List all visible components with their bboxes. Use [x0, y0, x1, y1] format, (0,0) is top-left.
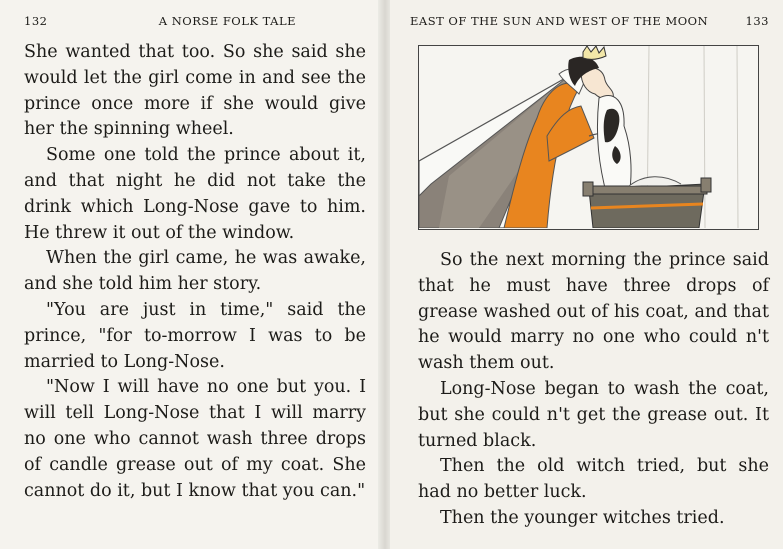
paragraph: "Now I will have no one but you. I will tell Long-Nose that I will marry no one who cannot wash three drops of candle grease out of my coat. She cannot do it, but I know that you can." — [24, 377, 366, 501]
paragraph: "You are just in time," said the prince, "for to-morrow I was to be married to Long-Nose. — [24, 299, 366, 372]
page-number-right: 133 — [745, 14, 769, 28]
paragraph: Then the younger witches tried. — [440, 507, 725, 528]
paragraph: When the girl came, he was awake, and she told him her story. — [24, 248, 366, 295]
left-body-text — [24, 40, 366, 504]
page-number-left: 132 — [24, 14, 48, 28]
left-header-title: A NORSE FOLK TALE — [158, 14, 296, 28]
paragraph: Some one told the prince about it, and that night he did not take the drink which Long-Nose gave to him. He threw it out of the window. — [24, 145, 366, 243]
paragraph: Then the old witch tried, but she had no better luck. — [418, 456, 769, 503]
left-running-head — [24, 14, 366, 34]
paragraph: Long-Nose began to wash the coat, but she could n't get the grease out. It turned black. — [418, 378, 769, 451]
paragraph: She wanted that too. So she said she would let the girl come in and see the prince once more if she would give her the spinning wheel. — [24, 42, 366, 140]
right-header-title: EAST OF THE SUN AND WEST OF THE MOON — [410, 14, 709, 28]
illustration-drawing — [419, 46, 757, 228]
left-page — [0, 0, 380, 549]
right-body-text — [418, 248, 769, 532]
paragraph: So the next morning the prince said that he must have three drops of grease washed out of his coat, and that he would marry no one who could n't wash them out. — [418, 250, 769, 374]
right-running-head — [410, 14, 769, 34]
illustration-queen-washing-coat — [418, 45, 759, 230]
right-page — [390, 0, 783, 549]
